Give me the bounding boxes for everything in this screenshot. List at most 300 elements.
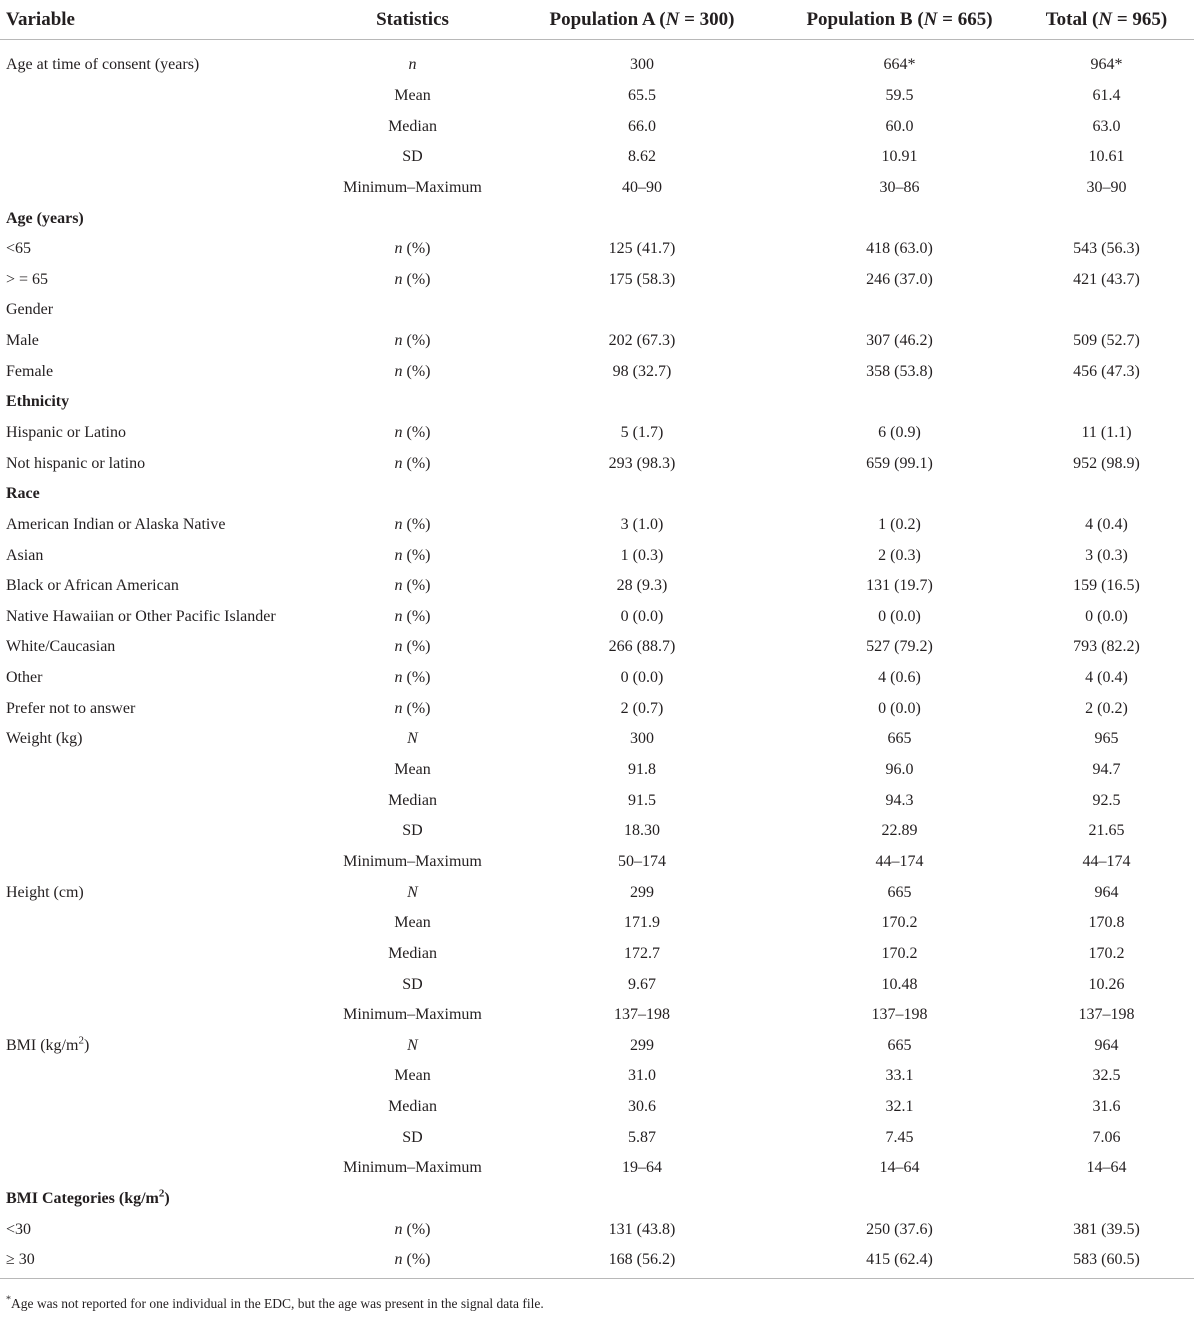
header-variable: Variable xyxy=(0,0,321,40)
population-b-value: 14–64 xyxy=(879,1159,920,1177)
row-label xyxy=(0,173,321,204)
header-statistics: Statistics xyxy=(321,0,504,40)
total-value: 793 (82.2) xyxy=(1073,638,1140,656)
total-value: 63.0 xyxy=(1092,117,1121,135)
total-value xyxy=(1019,1184,1194,1215)
total-value: 964 xyxy=(1094,883,1119,901)
total-value: 964* xyxy=(1090,56,1123,74)
table-row xyxy=(0,877,1194,908)
row-statistic-name: Mean xyxy=(394,761,431,779)
total-value: 964 xyxy=(1094,1036,1119,1054)
total-value: 7.06 xyxy=(1092,1128,1121,1146)
row-label xyxy=(0,877,321,908)
population-a-value: 9.67 xyxy=(628,975,656,993)
table-row xyxy=(0,1153,1194,1184)
total-value xyxy=(1019,295,1194,326)
population-b-value: 665 xyxy=(887,883,912,901)
population-a-value: 300 xyxy=(630,730,654,748)
total-value: 2 (0.2) xyxy=(1085,699,1128,717)
row-label xyxy=(0,203,321,234)
row-label-text: Not hispanic or latino xyxy=(6,454,146,472)
row-label-suffix: ) xyxy=(83,1036,90,1054)
row-statistic xyxy=(321,1245,504,1278)
table-row xyxy=(0,693,1194,724)
table-row xyxy=(0,1245,1194,1278)
row-label xyxy=(0,755,321,786)
row-statistic-name: Minimum–Maximum xyxy=(343,852,482,870)
row-label-text: > = 65 xyxy=(6,270,49,288)
row-label-superscript: 2 xyxy=(78,1034,84,1047)
population-b-value: 170.2 xyxy=(881,914,918,932)
row-label-text: BMI (kg/m xyxy=(6,1036,79,1054)
population-b-value: 10.91 xyxy=(881,148,918,166)
row-label-text: Hispanic or Latino xyxy=(6,424,126,441)
row-statistic-name: Minimum–Maximum xyxy=(343,1159,482,1177)
row-statistic-name: n xyxy=(394,454,403,472)
population-a-value xyxy=(504,203,780,234)
row-statistic xyxy=(321,326,504,357)
table-row xyxy=(0,295,1194,326)
row-statistic-name: n xyxy=(394,638,403,656)
row-statistic-percent: (%) xyxy=(402,699,431,717)
table-row xyxy=(0,387,1194,418)
total-value: 381 (39.5) xyxy=(1073,1220,1140,1238)
population-a-value: 2 (0.7) xyxy=(620,699,664,717)
header-population-b-n: N xyxy=(923,8,938,30)
row-statistic-name: Mean xyxy=(394,1067,431,1085)
total-value: 30–90 xyxy=(1086,178,1127,196)
header-population-a-suffix: = 300) xyxy=(679,8,735,30)
total-value: 10.26 xyxy=(1088,975,1125,993)
row-statistic xyxy=(321,693,504,724)
row-label-text: Other xyxy=(6,669,43,687)
row-statistic-percent: (%) xyxy=(402,1251,431,1269)
table-row xyxy=(0,1031,1194,1062)
row-label xyxy=(0,326,321,357)
total-value: 170.2 xyxy=(1088,944,1125,962)
table-row xyxy=(0,571,1194,602)
row-label xyxy=(0,1184,321,1215)
population-b-value: 307 (46.2) xyxy=(866,332,933,350)
total-value xyxy=(1019,387,1194,418)
row-statistic-name: Median xyxy=(388,791,437,809)
table-row xyxy=(0,1000,1194,1031)
population-a-value: 299 xyxy=(630,1036,654,1054)
row-statistic xyxy=(321,510,504,541)
total-value: 509 (52.7) xyxy=(1073,332,1140,350)
population-a-value: 91.5 xyxy=(628,791,656,809)
population-a-value: 40–90 xyxy=(622,178,662,196)
row-statistic-name: SD xyxy=(402,148,423,166)
population-a-value: 1 (0.3) xyxy=(620,546,664,564)
row-label xyxy=(0,264,321,295)
total-value: 3 (0.3) xyxy=(1085,546,1128,564)
row-label-text: Age (years) xyxy=(6,209,84,227)
population-a-value: 50–174 xyxy=(618,852,666,870)
population-a-value: 299 xyxy=(630,883,654,901)
population-a-value: 8.62 xyxy=(628,148,656,166)
table-row xyxy=(0,264,1194,295)
row-statistic xyxy=(321,571,504,602)
row-statistic xyxy=(321,908,504,939)
row-statistic xyxy=(321,1000,504,1031)
header-population-a-prefix: Population A ( xyxy=(549,8,666,30)
row-statistic-percent: (%) xyxy=(402,546,431,564)
row-statistic-percent: (%) xyxy=(402,454,431,472)
footnote-mark: * xyxy=(6,1294,11,1306)
population-b-value: 415 (62.4) xyxy=(780,1245,1019,1278)
population-b-value: 0 (0.0) xyxy=(878,607,921,625)
row-label xyxy=(0,479,321,510)
row-statistic-percent: (%) xyxy=(402,424,431,441)
row-label xyxy=(0,1092,321,1123)
table-row xyxy=(0,1122,1194,1153)
row-label-text: Male xyxy=(6,332,39,350)
population-a-value: 0 (0.0) xyxy=(620,669,664,687)
row-label-text: White/Caucasian xyxy=(6,638,116,656)
population-b-value: 1 (0.2) xyxy=(878,515,921,533)
row-statistic xyxy=(321,356,504,387)
total-value: 11 (1.1) xyxy=(1081,424,1132,441)
row-label xyxy=(0,1245,321,1278)
population-a-value xyxy=(504,1184,780,1215)
row-statistic-name: n xyxy=(394,607,403,625)
row-label xyxy=(0,969,321,1000)
row-label-superscript: 2 xyxy=(158,1187,165,1200)
footnote-text: Age was not reported for one individual in the EDC, but the age was present in the signal data file. xyxy=(11,1296,544,1311)
table-row xyxy=(0,356,1194,387)
row-label xyxy=(0,847,321,878)
row-statistic xyxy=(321,264,504,295)
table-row xyxy=(0,1061,1194,1092)
row-statistic-name: Mean xyxy=(394,86,431,104)
total-value: 952 (98.9) xyxy=(1073,454,1140,472)
population-a-value: 66.0 xyxy=(628,117,656,135)
total-value: 456 (47.3) xyxy=(1073,362,1140,380)
row-label-text: Asian xyxy=(6,546,44,564)
population-b-value: 44–174 xyxy=(875,852,924,870)
row-statistic-name: Minimum–Maximum xyxy=(343,178,482,196)
population-b-value: 60.0 xyxy=(885,117,914,135)
row-statistic xyxy=(321,1184,504,1215)
population-a-value: 18.30 xyxy=(624,822,660,840)
population-b-value: 246 (37.0) xyxy=(866,270,933,288)
population-a-value: 168 (56.2) xyxy=(504,1245,780,1278)
row-statistic-percent: (%) xyxy=(402,332,431,350)
row-statistic xyxy=(321,418,504,449)
total-value: 170.8 xyxy=(1088,914,1125,932)
population-b-value: 131 (19.7) xyxy=(866,577,933,595)
row-label-text: Female xyxy=(6,362,54,380)
population-a-value: 300 xyxy=(630,56,654,74)
table-row xyxy=(0,1214,1194,1245)
row-statistic-name: N xyxy=(407,1036,418,1054)
population-a-value: 28 (9.3) xyxy=(616,577,668,595)
population-a-value: 91.8 xyxy=(628,761,656,779)
header-total-suffix: = 965) xyxy=(1112,8,1168,30)
population-b-value: 10.48 xyxy=(881,975,918,993)
population-b-value: 250 (37.6) xyxy=(866,1220,933,1238)
table-row xyxy=(0,326,1194,357)
population-a-value: 293 (98.3) xyxy=(608,454,676,472)
row-label xyxy=(0,418,321,449)
row-statistic xyxy=(321,540,504,571)
row-label-text: Ethnicity xyxy=(6,393,70,411)
row-statistic xyxy=(321,387,504,418)
row-statistic-percent: (%) xyxy=(402,577,431,595)
row-label xyxy=(0,510,321,541)
row-statistic xyxy=(321,663,504,694)
row-statistic-name: n xyxy=(394,699,403,717)
population-a-value: 30.6 xyxy=(628,1098,656,1116)
row-label-text: <30 xyxy=(6,1220,32,1238)
population-b-value: 6 (0.9) xyxy=(878,424,921,441)
population-b-value: 665 xyxy=(887,730,912,748)
table-row xyxy=(0,847,1194,878)
row-statistic xyxy=(321,203,504,234)
population-a-value: 5.87 xyxy=(628,1128,656,1146)
row-statistic xyxy=(321,81,504,112)
population-a-value: 5 (1.7) xyxy=(620,424,664,441)
table-row xyxy=(0,510,1194,541)
row-statistic-name: N xyxy=(407,730,418,748)
population-b-value: 659 (99.1) xyxy=(866,454,933,472)
row-statistic-name: n xyxy=(394,546,403,564)
row-label-text: <65 xyxy=(6,240,32,258)
population-a-value xyxy=(504,387,780,418)
table-row xyxy=(0,939,1194,970)
row-statistic-percent: (%) xyxy=(402,362,431,380)
row-label xyxy=(0,693,321,724)
row-statistic-percent: (%) xyxy=(402,607,431,625)
row-label xyxy=(0,1122,321,1153)
row-statistic-name: Mean xyxy=(394,914,431,932)
table-row xyxy=(0,908,1194,939)
row-label xyxy=(0,356,321,387)
row-statistic-percent: (%) xyxy=(402,270,431,288)
row-statistic xyxy=(321,1092,504,1123)
table-row xyxy=(0,111,1194,142)
row-statistic xyxy=(321,724,504,755)
population-b-value: 170.2 xyxy=(881,944,918,962)
row-statistic-name: n xyxy=(394,515,403,533)
row-label xyxy=(0,40,321,81)
row-label xyxy=(0,939,321,970)
total-value: 61.4 xyxy=(1092,86,1121,104)
population-a-value: 3 (1.0) xyxy=(620,515,664,533)
row-statistic-percent: (%) xyxy=(402,669,431,687)
population-b-value: 137–198 xyxy=(871,1006,928,1024)
row-label xyxy=(0,571,321,602)
population-a-value xyxy=(504,295,780,326)
population-a-value: 125 (41.7) xyxy=(608,240,676,258)
population-b-value: 4 (0.6) xyxy=(878,669,921,687)
total-value: 32.5 xyxy=(1092,1067,1121,1085)
population-a-value: 31.0 xyxy=(628,1067,656,1085)
population-a-value: 172.7 xyxy=(624,944,660,962)
table-row xyxy=(0,479,1194,510)
row-statistic xyxy=(321,173,504,204)
row-label xyxy=(0,142,321,173)
total-value: 0 (0.0) xyxy=(1085,607,1128,625)
row-label xyxy=(0,387,321,418)
header-population-b-suffix: = 665) xyxy=(937,8,993,30)
row-label-text: American Indian or Alaska Native xyxy=(6,515,226,533)
row-label-text: Race xyxy=(6,485,40,503)
total-value: 137–198 xyxy=(1078,1006,1135,1024)
row-label xyxy=(0,448,321,479)
row-statistic-name: n xyxy=(394,362,403,380)
row-statistic-name: n xyxy=(394,1220,403,1238)
table-row xyxy=(0,724,1194,755)
row-statistic-name: Median xyxy=(388,117,437,135)
population-b-value: 22.89 xyxy=(881,822,918,840)
row-label xyxy=(0,1000,321,1031)
row-statistic-name: SD xyxy=(402,1128,423,1146)
population-b-value: 94.3 xyxy=(885,791,914,809)
row-statistic xyxy=(321,969,504,1000)
row-statistic-name: n xyxy=(394,577,403,595)
table-row xyxy=(0,203,1194,234)
table-row xyxy=(0,969,1194,1000)
population-a-value: 266 (88.7) xyxy=(608,638,676,656)
row-statistic-name: n xyxy=(394,1251,403,1269)
header-population-b xyxy=(780,0,1019,40)
header-total-n: N xyxy=(1098,8,1113,30)
total-value: 92.5 xyxy=(1092,791,1121,809)
population-b-value: 664* xyxy=(883,56,916,74)
row-statistic-name: SD xyxy=(402,822,423,840)
population-b-value: 358 (53.8) xyxy=(866,362,933,380)
population-b-value xyxy=(780,387,1019,418)
total-value: 965 xyxy=(1094,730,1119,748)
table-row xyxy=(0,602,1194,633)
row-label xyxy=(0,540,321,571)
header-total xyxy=(1019,0,1194,40)
population-b-value xyxy=(780,203,1019,234)
row-label xyxy=(0,632,321,663)
total-value: 14–64 xyxy=(1086,1159,1127,1177)
row-statistic-name: SD xyxy=(402,975,423,993)
total-value: 543 (56.3) xyxy=(1073,240,1140,258)
row-label-text: BMI Categories (kg/m xyxy=(6,1190,159,1208)
row-label xyxy=(0,234,321,265)
header-row xyxy=(0,0,1194,40)
row-statistic xyxy=(321,602,504,633)
row-label xyxy=(0,663,321,694)
population-b-value xyxy=(780,295,1019,326)
header-population-b-prefix: Population B ( xyxy=(806,8,924,30)
total-value: 31.6 xyxy=(1092,1098,1121,1116)
row-statistic xyxy=(321,1153,504,1184)
row-statistic-name: n xyxy=(408,56,417,74)
row-statistic-name: n xyxy=(394,240,403,258)
table-row xyxy=(0,816,1194,847)
row-statistic-name: Median xyxy=(388,1098,437,1116)
row-label-text: Black or African American xyxy=(6,577,179,595)
total-value: 10.61 xyxy=(1088,148,1125,166)
total-value: 159 (16.5) xyxy=(1073,577,1140,595)
table-row xyxy=(0,234,1194,265)
row-statistic-name: n xyxy=(394,332,403,350)
table-row xyxy=(0,81,1194,112)
population-b-value xyxy=(780,479,1019,510)
total-value: 44–174 xyxy=(1082,852,1131,870)
row-statistic-name: Minimum–Maximum xyxy=(343,1006,482,1024)
population-a-value: 19–64 xyxy=(622,1159,662,1177)
row-label xyxy=(0,1061,321,1092)
population-b-value: 527 (79.2) xyxy=(866,638,933,656)
population-a-value: 175 (58.3) xyxy=(608,270,676,288)
total-value: 4 (0.4) xyxy=(1085,669,1128,687)
row-label xyxy=(0,785,321,816)
row-statistic xyxy=(321,939,504,970)
table-row xyxy=(0,540,1194,571)
row-statistic xyxy=(321,111,504,142)
total-value xyxy=(1019,479,1194,510)
row-label xyxy=(0,602,321,633)
total-value xyxy=(1019,203,1194,234)
population-a-value: 202 (67.3) xyxy=(608,332,676,350)
population-a-value: 0 (0.0) xyxy=(620,607,664,625)
total-value: 21.65 xyxy=(1088,822,1125,840)
row-label-suffix: ) xyxy=(164,1190,170,1208)
population-b-value: 2 (0.3) xyxy=(878,546,921,564)
total-value: 4 (0.4) xyxy=(1085,515,1128,533)
row-statistic-percent: (%) xyxy=(402,515,431,533)
row-statistic xyxy=(321,877,504,908)
row-statistic-name: N xyxy=(407,883,418,901)
total-value: 94.7 xyxy=(1092,761,1121,779)
row-label xyxy=(0,1031,321,1062)
row-statistic xyxy=(321,1122,504,1153)
table-row xyxy=(0,785,1194,816)
row-statistic xyxy=(321,1031,504,1062)
population-a-value: 65.5 xyxy=(628,86,656,104)
row-statistic-percent: (%) xyxy=(402,1220,431,1238)
table-row xyxy=(0,142,1194,173)
row-label-text: Weight (kg) xyxy=(6,730,83,748)
table-row xyxy=(0,663,1194,694)
row-statistic xyxy=(321,1061,504,1092)
header-population-a xyxy=(504,0,780,40)
row-statistic xyxy=(321,755,504,786)
row-statistic-name: n xyxy=(394,424,403,441)
row-statistic xyxy=(321,448,504,479)
population-b-value: 418 (63.0) xyxy=(866,240,933,258)
table-header xyxy=(0,0,1194,40)
table-row xyxy=(0,173,1194,204)
header-total-prefix: Total ( xyxy=(1045,8,1099,30)
row-label-text: Height (cm) xyxy=(6,883,84,901)
population-b-value: 59.5 xyxy=(885,86,914,104)
population-b-value: 33.1 xyxy=(885,1067,914,1085)
row-label xyxy=(0,908,321,939)
row-label-text: Gender xyxy=(6,301,54,319)
table-body xyxy=(0,40,1194,1279)
population-b-value: 665 xyxy=(887,1036,912,1054)
header-population-a-n: N xyxy=(665,8,680,30)
population-b-value: 30–86 xyxy=(879,178,920,196)
row-label xyxy=(0,295,321,326)
table-row xyxy=(0,632,1194,663)
row-label xyxy=(0,1214,321,1245)
row-statistic xyxy=(321,234,504,265)
row-label xyxy=(0,81,321,112)
population-a-value: 171.9 xyxy=(624,914,660,932)
table-footnote xyxy=(6,1296,544,1312)
population-b-value: 32.1 xyxy=(885,1098,914,1116)
